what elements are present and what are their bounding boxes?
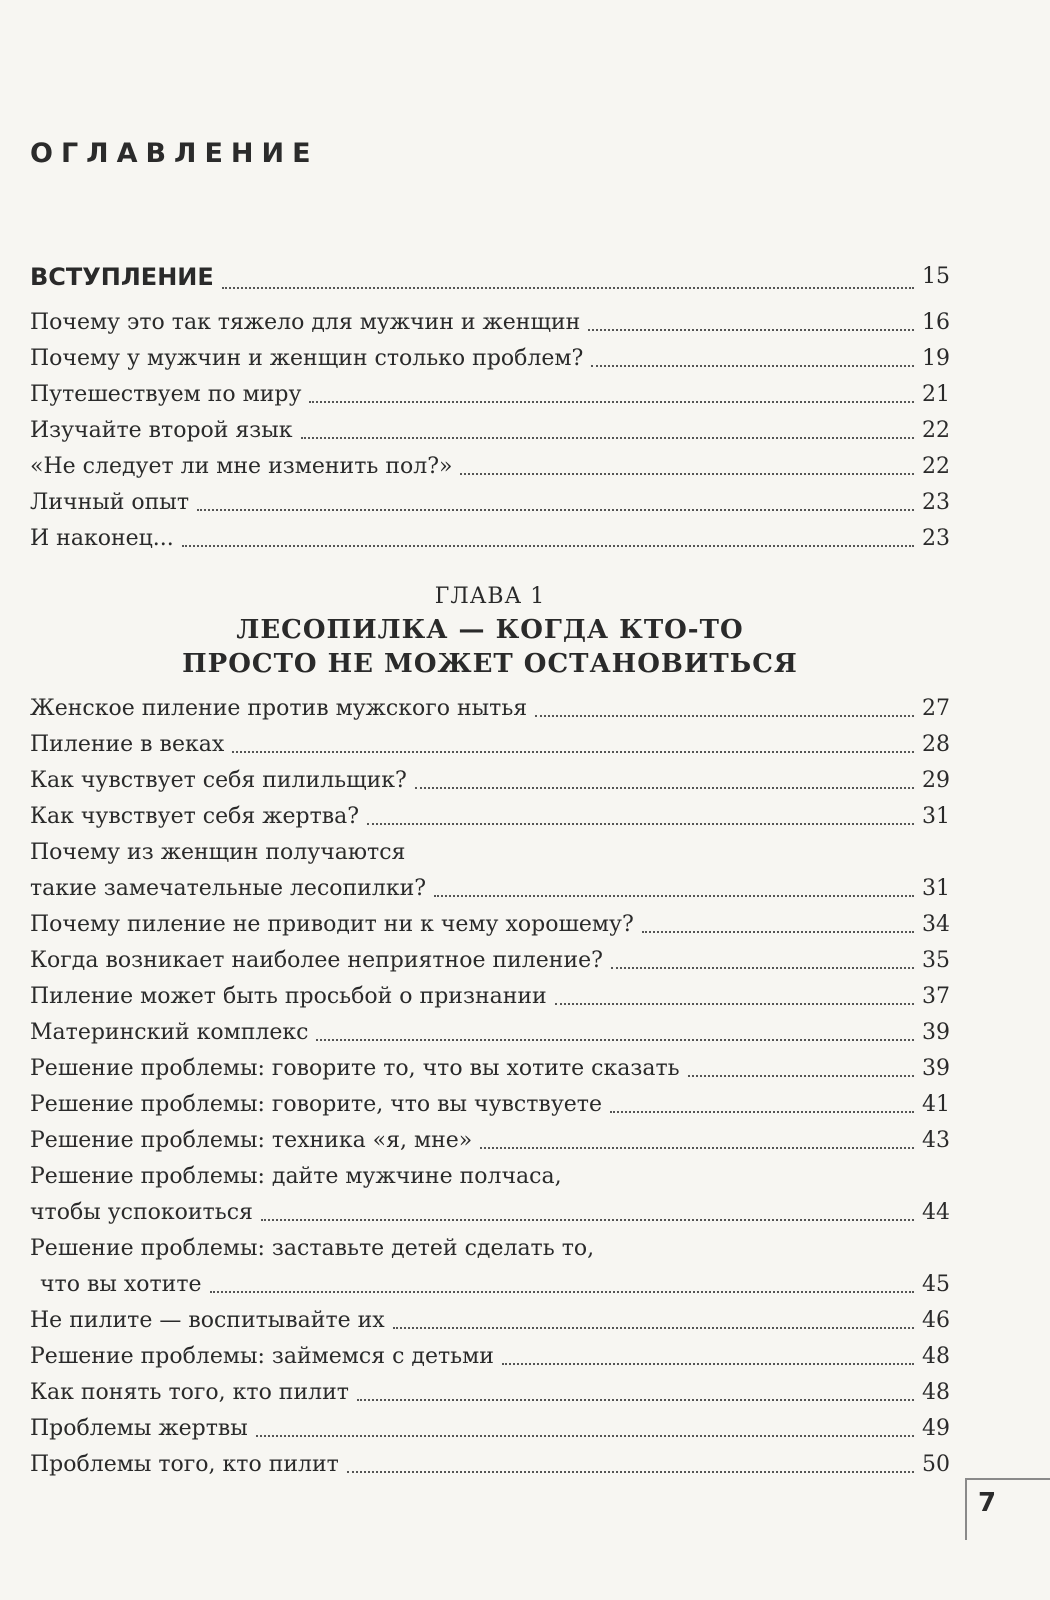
dot-leader bbox=[642, 931, 914, 933]
toc-entry-title: Женское пиление против мужского нытья bbox=[30, 696, 528, 721]
toc-entry[interactable] bbox=[30, 1123, 950, 1159]
toc-entry[interactable] bbox=[30, 449, 950, 485]
toc-entry-title: Как чувствует себя пилильщик? bbox=[30, 768, 407, 793]
toc-entry-title: Почему пиление не приводит ни к чему хорошему? bbox=[30, 912, 634, 937]
toc-entry-page: 27 bbox=[922, 696, 950, 721]
toc-entry[interactable] bbox=[30, 413, 950, 449]
chapter-heading bbox=[30, 581, 950, 681]
toc-entry-title: Решение проблемы: займемся с детьми bbox=[30, 1344, 494, 1369]
dot-leader bbox=[316, 1039, 914, 1041]
toc-entry-page: 19 bbox=[922, 346, 950, 371]
toc-entry[interactable] bbox=[30, 1339, 950, 1375]
toc-entry[interactable] bbox=[30, 521, 950, 557]
toc-entry[interactable] bbox=[30, 377, 950, 413]
toc-entry[interactable] bbox=[30, 1087, 950, 1123]
toc-entry[interactable] bbox=[30, 1051, 950, 1087]
dot-leader bbox=[434, 895, 914, 897]
dot-leader bbox=[182, 545, 914, 547]
toc-entry[interactable] bbox=[30, 763, 950, 799]
toc-entry[interactable] bbox=[30, 1303, 950, 1339]
dot-leader bbox=[502, 1363, 914, 1365]
page-number-box bbox=[965, 1478, 1050, 1540]
toc-entry[interactable] bbox=[30, 691, 950, 727]
dot-leader bbox=[480, 1147, 914, 1149]
dot-leader bbox=[197, 509, 914, 511]
toc-entry-page: 28 bbox=[922, 732, 950, 757]
toc-entry-page: 22 bbox=[922, 454, 950, 479]
toc-entry-title: Пиление в веках bbox=[30, 732, 225, 757]
toc-entry-title-line1: Почему из женщин получаются bbox=[30, 840, 406, 865]
chapter-title-line2: ПРОСТО НЕ МОЖЕТ ОСТАНОВИТЬСЯ bbox=[182, 649, 798, 679]
toc-entry[interactable] bbox=[30, 907, 950, 943]
page-number: 7 bbox=[977, 1488, 997, 1518]
toc-entry-page: 43 bbox=[922, 1128, 950, 1153]
dot-leader bbox=[415, 787, 914, 789]
dot-leader bbox=[610, 1111, 914, 1113]
toc-entry-title: Почему это так тяжело для мужчин и женщин bbox=[30, 310, 581, 335]
dot-leader bbox=[367, 823, 914, 825]
toc-entry-page: 23 bbox=[922, 490, 950, 515]
toc-entry-page: 31 bbox=[922, 876, 950, 901]
toc-entry-title: Материнский комплекс bbox=[30, 1020, 309, 1045]
toc-entry-page: 39 bbox=[922, 1020, 950, 1045]
toc-entry-title: Почему у мужчин и женщин столько проблем? bbox=[30, 346, 584, 371]
dot-leader bbox=[357, 1399, 914, 1401]
toc-entry-page: 48 bbox=[922, 1380, 950, 1405]
toc-entry[interactable] bbox=[30, 979, 950, 1015]
toc-entry-page: 23 bbox=[922, 526, 950, 551]
toc-entry-page: 16 bbox=[922, 310, 950, 335]
toc-entry-title: Проблемы жертвы bbox=[30, 1416, 248, 1441]
toc-entry-title-line2: чтобы успокоиться bbox=[30, 1200, 253, 1225]
dot-leader bbox=[347, 1471, 914, 1473]
toc-entry-page: 44 bbox=[922, 1200, 950, 1225]
toc-entry-title: Пиление может быть просьбой о признании bbox=[30, 984, 547, 1009]
dot-leader bbox=[256, 1435, 914, 1437]
dot-leader bbox=[261, 1219, 914, 1221]
toc-entry-page: 37 bbox=[922, 984, 950, 1009]
toc-entry-multiline[interactable] bbox=[30, 1159, 950, 1231]
toc-entry-title: Личный опыт bbox=[30, 490, 189, 515]
chapter-label: ГЛАВА 1 bbox=[434, 584, 546, 609]
toc-entry-title: Изучайте второй язык bbox=[30, 418, 293, 443]
toc-entry-title: Решение проблемы: техника «я, мне» bbox=[30, 1128, 473, 1153]
dot-leader bbox=[555, 1003, 914, 1005]
toc-entry-title: И наконец... bbox=[30, 526, 174, 551]
toc-entry-multiline[interactable] bbox=[30, 1231, 950, 1303]
toc-entry-page: 35 bbox=[922, 948, 950, 973]
toc-entry-title-line2: такие замечательные лесопилки? bbox=[30, 876, 427, 901]
toc-entry[interactable] bbox=[30, 1375, 950, 1411]
toc-entry-title: Путешествуем по миру bbox=[30, 382, 302, 407]
dot-leader bbox=[460, 473, 914, 475]
toc-entry-page: 39 bbox=[922, 1056, 950, 1081]
toc-entry-page: 22 bbox=[922, 418, 950, 443]
toc-entry-title: Решение проблемы: говорите то, что вы хотите сказать bbox=[30, 1056, 680, 1081]
toc-entry[interactable] bbox=[30, 1447, 950, 1483]
toc-entry-page: 21 bbox=[922, 382, 950, 407]
toc-entry[interactable] bbox=[30, 799, 950, 835]
toc-entry[interactable] bbox=[30, 1411, 950, 1447]
toc-entry[interactable] bbox=[30, 943, 950, 979]
toc-entry-title: Решение проблемы: говорите, что вы чувствуете bbox=[30, 1092, 602, 1117]
dot-leader bbox=[588, 329, 914, 331]
dot-leader bbox=[393, 1327, 914, 1329]
toc-entry-title: Как понять того, кто пилит bbox=[30, 1380, 349, 1405]
dot-leader bbox=[591, 365, 914, 367]
dot-leader bbox=[232, 751, 914, 753]
toc-entry-title-line1: Решение проблемы: заставьте детей сделать то, bbox=[30, 1236, 595, 1261]
toc-entry-intro[interactable] bbox=[30, 255, 950, 299]
toc-entry-page: 50 bbox=[922, 1452, 950, 1477]
toc-entry-page: 48 bbox=[922, 1344, 950, 1369]
toc-entry[interactable] bbox=[30, 341, 950, 377]
toc-entry[interactable] bbox=[30, 485, 950, 521]
dot-leader bbox=[210, 1291, 914, 1293]
toc-entry-page: 41 bbox=[922, 1092, 950, 1117]
toc-entry-multiline[interactable] bbox=[30, 835, 950, 907]
toc-entry[interactable] bbox=[30, 1015, 950, 1051]
toc-entry-page: 31 bbox=[922, 804, 950, 829]
toc-entry-title: Как чувствует себя жертва? bbox=[30, 804, 360, 829]
toc-entry[interactable] bbox=[30, 305, 950, 341]
toc-entry-title: Не пилите — воспитывайте их bbox=[30, 1308, 385, 1333]
chapter-title-line1: ЛЕСОПИЛКА — КОГДА КТО-ТО bbox=[236, 615, 744, 645]
dot-leader bbox=[688, 1075, 914, 1077]
toc-entry-title: Проблемы того, кто пилит bbox=[30, 1452, 339, 1477]
dot-leader bbox=[222, 287, 914, 289]
toc-entry-page: 29 bbox=[922, 768, 950, 793]
toc-content bbox=[30, 255, 950, 1483]
toc-entry-title: Когда возникает наиболее неприятное пиление? bbox=[30, 948, 603, 973]
toc-heading: ОГЛАВЛЕНИЕ bbox=[30, 138, 319, 169]
dot-leader bbox=[535, 715, 914, 717]
toc-entry-title-line2: что вы хотите bbox=[40, 1272, 202, 1297]
toc-entry-title: «Не следует ли мне изменить пол?» bbox=[30, 454, 453, 479]
dot-leader bbox=[611, 967, 914, 969]
dot-leader bbox=[301, 437, 914, 439]
dot-leader bbox=[309, 401, 914, 403]
toc-entry[interactable] bbox=[30, 727, 950, 763]
toc-entry-page: 34 bbox=[922, 912, 950, 937]
toc-entry-page: 49 bbox=[922, 1416, 950, 1441]
toc-entry-title-line1: Решение проблемы: дайте мужчине полчаса, bbox=[30, 1164, 562, 1189]
toc-entry-page: 46 bbox=[922, 1308, 950, 1333]
toc-entry-page: 45 bbox=[922, 1272, 950, 1297]
toc-entry-page: 15 bbox=[922, 264, 950, 289]
toc-entry-title: ВСТУПЛЕНИЕ bbox=[30, 263, 214, 291]
